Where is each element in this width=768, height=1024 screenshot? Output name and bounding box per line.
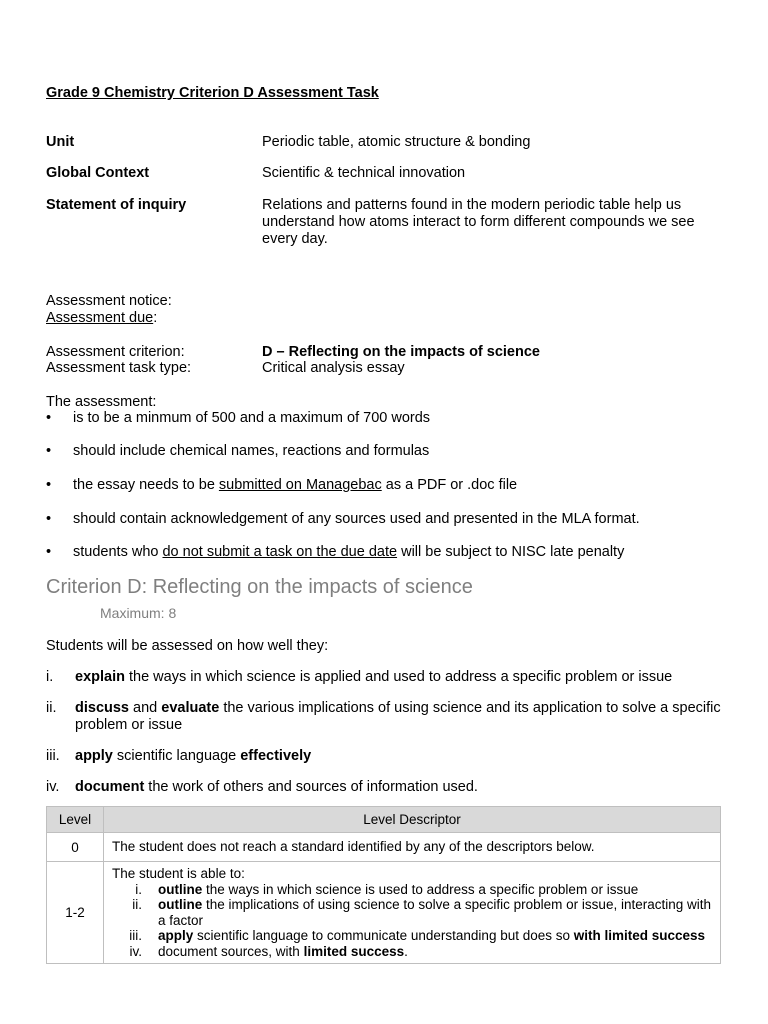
objective-number: iii.: [46, 748, 60, 764]
objective-keyword: apply: [75, 748, 113, 764]
criterion-maximum: Maximum: 8: [100, 605, 177, 621]
bullet-item: [46, 544, 746, 560]
descriptor-keyword: outline: [158, 881, 203, 897]
objective-number: i.: [46, 669, 54, 685]
level-descriptor-table: [46, 806, 721, 964]
level-cell: 0: [47, 833, 104, 862]
global-context-label: Global Context: [46, 165, 150, 181]
bullet-text-part: students who: [73, 544, 163, 560]
bullet-dot: •: [46, 511, 52, 527]
objective-item: [46, 669, 726, 686]
objective-number: ii.: [46, 700, 57, 716]
level-column-header: Level: [47, 807, 104, 833]
objective-text: [75, 748, 311, 765]
objective-item: [46, 779, 726, 796]
descriptor-item-number: ii.: [132, 897, 142, 912]
bullet-text-part: the essay needs to be: [73, 477, 219, 493]
level-cell: 1-2: [47, 862, 104, 964]
descriptor-keyword: with limited success: [573, 928, 706, 943]
bullet-text: [73, 511, 640, 527]
objective-keyword: explain: [75, 669, 125, 685]
descriptor-item: [112, 944, 712, 960]
descriptor-column-header: Level Descriptor: [104, 807, 721, 833]
table-row: [47, 833, 721, 862]
objective-keyword: evaluate: [161, 700, 220, 716]
table-header-row: [47, 807, 721, 833]
unit-label: Unit: [46, 134, 75, 150]
statement-of-inquiry-label: Statement of inquiry: [46, 197, 187, 213]
objective-text-part: scientific language: [112, 748, 241, 764]
bullet-text: [73, 477, 517, 493]
bullet-text: [73, 443, 429, 459]
bullet-dot: •: [46, 544, 52, 560]
objective-text: [75, 700, 726, 734]
bullet-item: [46, 443, 746, 459]
bullet-text: [73, 410, 430, 426]
objective-keyword: discuss: [75, 700, 129, 716]
objective-text-part: the various implications of using science and its application to solve a specific problem or issue: [75, 700, 721, 733]
bullet-underlined-text: do not submit a task on the due date: [162, 544, 398, 560]
bullet-text-part: is to be a minmum of 500 and a maximum of 700 words: [73, 410, 431, 426]
bullet-dot: •: [46, 410, 52, 426]
objective-text-part: the work of others and sources of information used.: [144, 779, 478, 795]
assessment-due-colon: :: [153, 310, 158, 326]
descriptor-item-number: i.: [135, 881, 142, 897]
bullet-text-part: should include chemical names, reactions and formulas: [73, 443, 430, 459]
objective-text-part: the ways in which science is applied and used to address a specific problem or issue: [124, 669, 673, 685]
descriptor-item-number: iv.: [129, 943, 142, 959]
assessment-intro: The assessment:: [46, 394, 157, 410]
assessment-notice-label: Assessment notice:: [46, 293, 172, 309]
objective-text: [75, 669, 672, 686]
descriptor-intro: The student is able to:: [112, 866, 245, 881]
descriptor-text-part: scientific language to communicate understanding but does so: [193, 928, 574, 943]
objective-number: iv.: [46, 779, 60, 795]
document-title: Grade 9 Chemistry Criterion D Assessment Task: [46, 85, 379, 101]
bullet-text-part: should contain acknowledgement of any sources used and presented in the MLA format.: [73, 511, 640, 527]
bullet-item: [46, 511, 746, 527]
descriptor-keyword: limited success: [303, 943, 405, 959]
assessment-due-text: Assessment due: [46, 310, 154, 326]
descriptor-item-number: iii.: [129, 928, 142, 943]
descriptor-text-part: document sources, with: [158, 943, 304, 959]
objective-text: [75, 779, 478, 796]
criterion-heading: Criterion D: Reflecting on the impacts of science: [46, 576, 473, 598]
descriptor-item: [112, 928, 712, 944]
descriptor-text-part: the ways in which science is used to address a specific problem or issue: [202, 881, 639, 897]
objective-keyword: document: [75, 779, 145, 795]
objective-item: [46, 700, 726, 734]
descriptor-keyword: outline: [158, 897, 203, 912]
descriptor-item: [112, 882, 712, 898]
objective-item: [46, 748, 726, 765]
descriptor-text-part: the implications of using science to solve a specific problem or issue, interacting with a factor: [158, 897, 711, 928]
bullet-text-part: as a PDF or .doc file: [381, 477, 518, 493]
descriptor-item-text: [158, 944, 408, 960]
unit-value: Periodic table, atomic structure & bonding: [262, 134, 531, 150]
bullet-text: [73, 544, 624, 560]
bullet-dot: •: [46, 477, 52, 493]
statement-of-inquiry-value: Relations and patterns found in the modern periodic table help us understand how atoms interact to form different compounds we see every day.: [262, 197, 695, 247]
bullet-underlined-text: submitted on Managebac: [218, 477, 382, 493]
assessed-intro: Students will be assessed on how well they:: [46, 638, 329, 654]
descriptor-cell: The student does not reach a standard identified by any of the descriptors below.: [104, 833, 721, 862]
bullet-item: [46, 410, 746, 426]
descriptor-item-text: [158, 882, 638, 898]
bullet-item: [46, 477, 746, 493]
assessment-due-label: [46, 310, 157, 326]
global-context-value: Scientific & technical innovation: [262, 165, 466, 181]
descriptor-text-part: .: [404, 943, 408, 959]
table-row: [47, 862, 721, 964]
assessment-task-type-value: Critical analysis essay: [262, 360, 405, 376]
descriptor-cell: [104, 862, 721, 964]
bullet-dot: •: [46, 443, 52, 459]
bullet-text-part: will be subject to NISC late penalty: [397, 544, 625, 560]
assessment-criterion-value: D – Reflecting on the impacts of science: [262, 344, 540, 360]
assessment-criterion-label: Assessment criterion:: [46, 344, 185, 360]
objective-keyword: effectively: [240, 748, 312, 764]
descriptor-keyword: apply: [158, 928, 194, 943]
assessment-task-type-label: Assessment task type:: [46, 360, 192, 376]
descriptor-item-text: [158, 928, 705, 944]
descriptor-item: [112, 897, 712, 928]
objective-text-part: and: [129, 700, 162, 716]
descriptor-item-text: [158, 897, 712, 928]
